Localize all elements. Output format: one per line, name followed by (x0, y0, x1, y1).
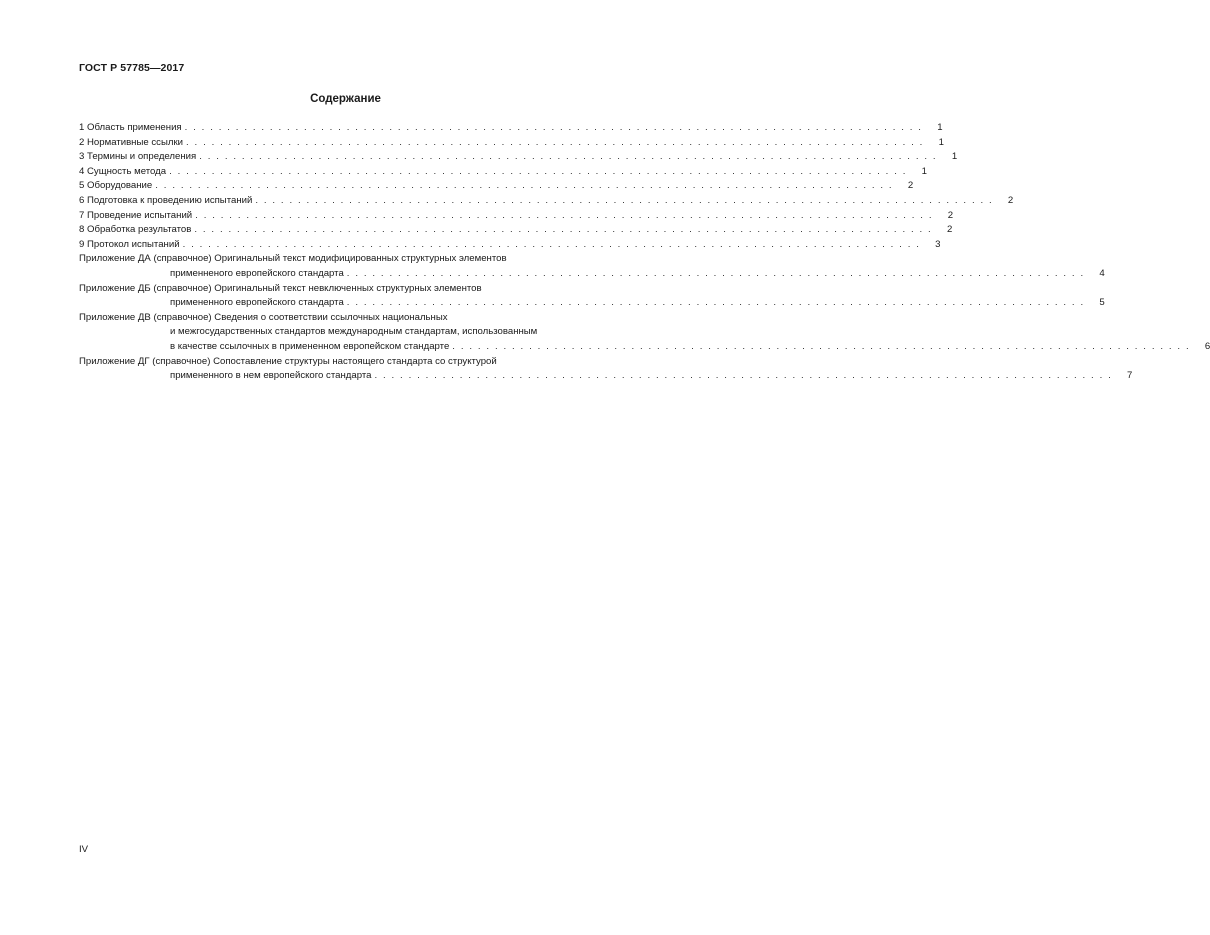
toc-leader-dots: . . . . . . . . . . . . . . . . . . . . . . . . . . . . . . . . . . . . . . . . . . . . . . . . . . . . . . . . . . . . . . . . . . . . . . . . . . . . . . . . . . . . . . . (182, 238, 921, 250)
toc-leader-dots: . . . . . . . . . . . . . . . . . . . . . . . . . . . . . . . . . . . . . . . . . . . . . . . . . . . . . . . . . . . . . . . . . . . . . . . . . . . . . . . . . . . . . . . (184, 122, 923, 133)
toc-page-number: 2 (946, 224, 953, 236)
page-number: IV (79, 844, 89, 855)
table-of-contents (79, 121, 1210, 384)
toc-page-number: 1 (951, 151, 958, 163)
toc-leader-dots: . . . . . . . . . . . . . . . . . . . . . . . . . . . . . . . . . . . . . . . . . . . . . . . . . . . . . . . . . . . . . . . . . . . . . . . . . . . . . . . . . . . . . . . (169, 165, 907, 177)
toc-entry[interactable] (79, 150, 958, 165)
toc-page-number: 5 (1099, 297, 1105, 309)
toc-entry-label: примененного в нем европейского стандарта (170, 370, 372, 382)
toc-leader-dots: . . . . . . . . . . . . . . . . . . . . . . . . . . . . . . . . . . . . . . . . . . . . . . . . . . . . . . . . . . . . . . . . . . . . . . . . . . . . . . . . . . . . . . . (199, 151, 938, 163)
toc-entry[interactable] (79, 311, 1210, 355)
toc-page-number: 1 (921, 165, 927, 177)
toc-entry[interactable] (79, 165, 927, 180)
toc-page-number: 1 (937, 122, 943, 133)
toc-entry-label: Приложение ДБ (справочное) Оригинальный текст невключенных структурных элементов (79, 282, 482, 294)
toc-entry-label: Приложение ДГ (справочное) Сопоставление структуры настоящего стандарта со структурой (79, 355, 497, 367)
toc-page-number: 7 (1127, 370, 1133, 382)
toc-entry-label: Приложение ДА (справочное) Оригинальный текст модифицированных структурных элементов (79, 253, 507, 265)
toc-leader-dots: . . . . . . . . . . . . . . . . . . . . . . . . . . . . . . . . . . . . . . . . . . . . . . . . . . . . . . . . . . . . . . . . . . . . . . . . . . . . . . . . . . . . . . . (186, 136, 924, 148)
toc-leader-dots: . . . . . . . . . . . . . . . . . . . . . . . . . . . . . . . . . . . . . . . . . . . . . . . . . . . . . . . . . . . . . . . . . . . . . . . . . . . . . . . . . . . . . . . (195, 209, 934, 221)
toc-entry-label: 9 Протокол испытаний (79, 238, 180, 250)
toc-leader-dots: . . . . . . . . . . . . . . . . . . . . . . . . . . . . . . . . . . . . . . . . . . . . . . . . . . . . . . . . . . . . . . . . . . . . . . . . . . . . . . . . . . . . . . . (255, 194, 994, 206)
toc-leader-dots: . . . . . . . . . . . . . . . . . . . . . . . . . . . . . . . . . . . . . . . . . . . . . . . . . . . . . . . . . . . . . . . . . . . . . . . . . . . . . . . . . . . . . . . (194, 224, 933, 236)
toc-entry-label: 4 Сущность метода (79, 165, 167, 177)
toc-page-number: 2 (907, 180, 914, 192)
toc-page-number: 3 (935, 238, 941, 250)
toc-entry[interactable] (79, 136, 944, 151)
toc-entry-label: 2 Нормативные ссылки (79, 136, 184, 148)
toc-leader-dots: . . . . . . . . . . . . . . . . . . . . . . . . . . . . . . . . . . . . . . . . . . . . . . . . . . . . . . . . . . . . . . . . . . . . . . . . . . . . . . . . . . . . . . . (346, 297, 1085, 309)
toc-page-number: 2 (1007, 194, 1014, 206)
toc-entry[interactable] (79, 194, 1014, 209)
toc-entry[interactable] (79, 179, 914, 194)
toc-entry[interactable] (79, 223, 953, 238)
toc-leader-dots: . . . . . . . . . . . . . . . . . . . . . . . . . . . . . . . . . . . . . . . . . . . . . . . . . . . . . . . . . . . . . . . . . . . . . . . . . . . . . . . . . . . . . . . (346, 267, 1085, 279)
toc-entry-label: 8 Обработка результатов (79, 224, 192, 236)
toc-entry[interactable] (79, 252, 1105, 281)
toc-entry-label: применненого европейского стандарта (170, 267, 344, 279)
toc-page-number: 4 (1099, 267, 1105, 279)
toc-entry[interactable] (79, 282, 1105, 311)
toc-leader-dots: . . . . . . . . . . . . . . . . . . . . . . . . . . . . . . . . . . . . . . . . . . . . . . . . . . . . . . . . . . . . . . . . . . . . . . . . . . . . . . . . . . . . . . . (374, 370, 1113, 382)
toc-leader-dots: . . . . . . . . . . . . . . . . . . . . . . . . . . . . . . . . . . . . . . . . . . . . . . . . . . . . . . . . . . . . . . . . . . . . . . . . . . . . . . . . . . . . . . . (452, 340, 1191, 352)
toc-entry-label: 7 Проведение испытаний (79, 209, 193, 221)
toc-leader-dots: . . . . . . . . . . . . . . . . . . . . . . . . . . . . . . . . . . . . . . . . . . . . . . . . . . . . . . . . . . . . . . . . . . . . . . . . . . . . . . . . . . . . . . . (155, 180, 894, 192)
toc-entry[interactable] (79, 238, 941, 253)
toc-entry-label: и межгосударственных стандартов международным стандартам, использованным (170, 326, 538, 338)
toc-entry-label: 3 Термины и определения (79, 151, 197, 163)
document-code: ГОСТ Р 57785—2017 (79, 62, 185, 74)
toc-entry[interactable] (79, 209, 954, 224)
toc-entry-label: 1 Область применения (79, 122, 182, 133)
page-title: Содержание (310, 93, 381, 105)
toc-entry-label: 5 Оборудование (79, 180, 153, 192)
toc-page-number: 1 (938, 136, 944, 148)
toc-entry[interactable] (79, 121, 943, 136)
toc-page-number: 2 (947, 209, 954, 221)
toc-entry-label: примененного европейского стандарта (170, 297, 344, 309)
toc-entry-label: в качестве ссылочных в примененном европейском стандарте (170, 340, 450, 352)
toc-entry-label: Приложение ДВ (справочное) Сведения о соответствии ссылочных национальных (79, 311, 448, 323)
toc-entry[interactable] (79, 355, 1133, 384)
toc-page-number: 6 (1204, 340, 1210, 352)
toc-entry-label: 6 Подготовка к проведению испытаний (79, 194, 253, 206)
